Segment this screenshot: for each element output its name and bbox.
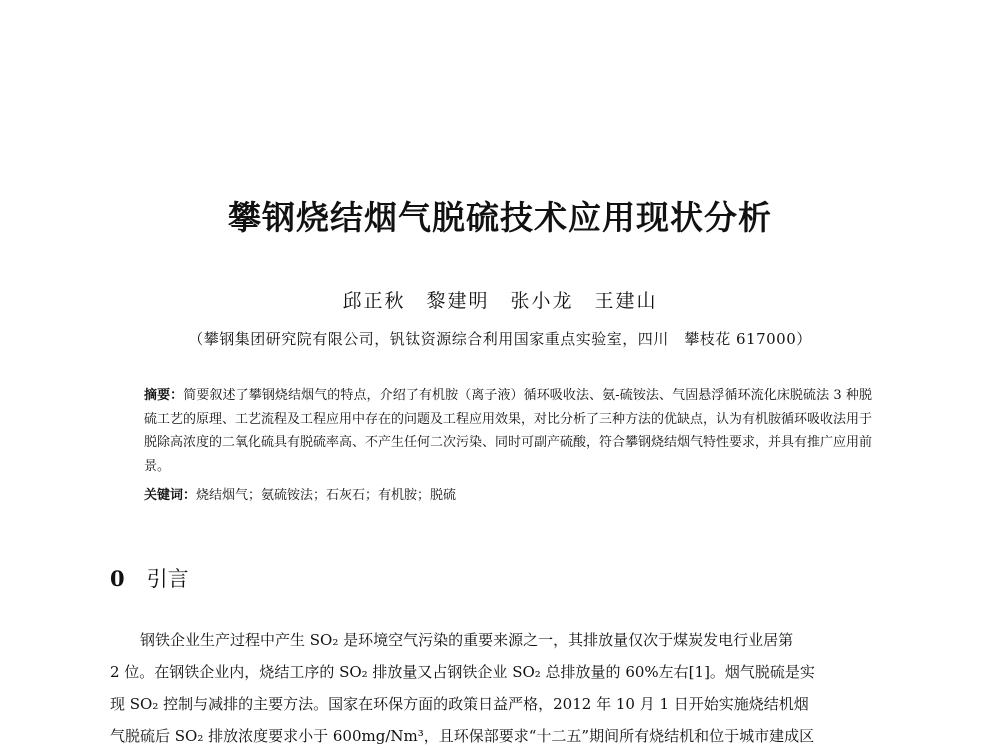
abstract (144, 384, 872, 478)
keywords (144, 484, 872, 507)
body-paragraph (110, 624, 910, 752)
abstract-label: 摘要： (144, 388, 184, 403)
body-line: 气脱硫后 SO₂ 排放浓度要求小于 600mg/Nm³，且环保部要求“十二五”期间所有烧结机和位于城市建成区 (110, 727, 815, 745)
body-line: 2 位。在钢铁企业内，烧结工序的 SO₂ 排放量又占钢铁企业 SO₂ 总排放量的 60%左右[1]。烟气脱硫是实 (110, 663, 815, 681)
section-number: 0 (110, 566, 125, 591)
section-heading (110, 563, 189, 593)
section-title: 引言 (146, 567, 189, 591)
body-line: 现 SO₂ 控制与减排的主要方法。国家在环保方面的政策日益严格，2012 年 10 月 1 日开始实施烧结机烟 (110, 695, 809, 713)
author-list: 邱正秋 黎建明 张小龙 王建山 (342, 290, 658, 312)
paper-title: 攀钢烧结烟气脱硫技术应用现状分析 (228, 198, 772, 237)
keywords-text: 烧结烟气；氨硫铵法；石灰石；有机胺；脱硫 (196, 488, 457, 503)
affiliation: （攀钢集团研究院有限公司，钒钛资源综合利用国家重点实验室，四川 攀枝花 617000） (188, 330, 812, 348)
abstract-text: 简要叙述了攀钢烧结烟气的特点，介绍了有机胺（离子液）循环吸收法、氨-硫铵法、气固悬浮循环流化床脱硫法 3 种脱硫工艺的原理、工艺流程及工程应用中存在的问题及工程应用效果，对比分析了三种方法的优缺点，认为有机胺循环吸收法用于脱除高浓度的二氧化硫具有脱硫率高、不产生任何二次污染、同时可副产硫酸，符合攀钢烧结烟气特性要求，并具有推广应用前景。 (144, 388, 873, 474)
keywords-label: 关键词： (144, 488, 197, 503)
body-line: 钢铁企业生产过程中产生 SO₂ 是环境空气污染的重要来源之一，其排放量仅次于煤炭发电行业居第 (140, 631, 794, 649)
